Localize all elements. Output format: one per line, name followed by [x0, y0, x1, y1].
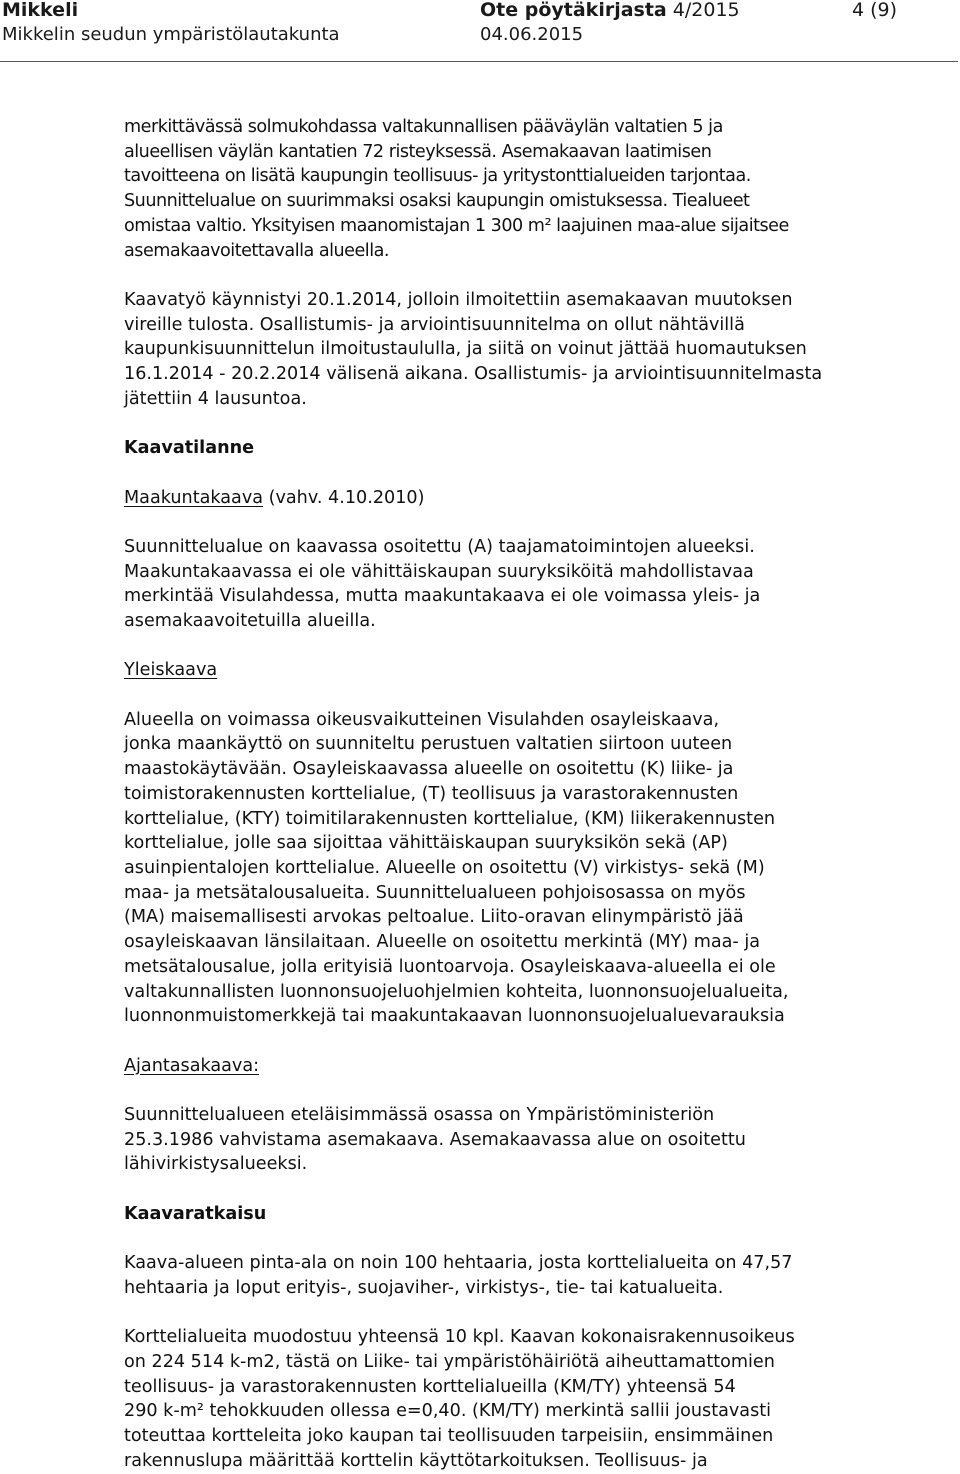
text-line: Kaavatyö käynnistyi 20.1.2014, jolloin ilmoitettiin asemakaavan muutoksen: [124, 289, 793, 310]
document-body: [124, 115, 914, 1474]
maakuntakaava-approval: (vahv. 4.10.2010): [263, 487, 425, 508]
text-line: omistaa valtio. Yksityisen maanomistajan 1 300 m² laajuinen maa-alue sijaitsee: [124, 215, 789, 236]
text-line: toteuttaa kortteleita joko kaupan tai teollisuuden tarpeisiin, ensimmäinen: [124, 1426, 774, 1447]
text-line: teollisuus- ja varastorakennusten korttelialueilla (KM/TY) yhteensä 54: [124, 1376, 736, 1397]
text-line: metsätalousalue, jolla erityisiä luontoarvoja. Osayleiskaava-alueella ei ole: [124, 956, 776, 977]
text-line: kaupunkisuunnittelun ilmoitustaululla, ja siitä on voinut jättää huomautuksen: [124, 339, 807, 360]
text-line: Alueella on voimassa oikeusvaikutteinen Visulahden osayleiskaava,: [124, 709, 720, 730]
text-line: toimistorakennusten korttelialue, (T) teollisuus ja varastorakennusten: [124, 783, 739, 804]
text-line: hehtaaria ja loput erityis-, suojaviher-, virkistys-, tie- tai katualueita.: [124, 1277, 724, 1298]
text-line: (MA) maisemallisesti arvokas peltoalue. Liito-oravan elinympäristö jää: [124, 907, 744, 928]
meeting-date: 04.06.2015: [480, 24, 584, 45]
text-line: jonka maankäyttö on suunniteltu perustuen valtatien siirtoon uuteen: [124, 734, 733, 755]
text-line: Suunnittelualueen eteläisimmässä osassa on Ympäristöministeriön: [124, 1105, 715, 1125]
text-line: maa- ja metsätalousalueita. Suunnittelualueen pohjoisosassa on myös: [124, 882, 746, 903]
text-line: rakennuslupa määrittää korttelin käyttötarkoituksen. Teollisuus- ja: [124, 1450, 708, 1471]
text-line: vireille tulosta. Osallistumis- ja arviointisuunnitelma on ollut nähtävillä: [124, 314, 745, 335]
text-line: luonnonmuistomerkkejä tai maakuntakaavan luonnonsuojelualuevarauksia: [124, 1006, 785, 1027]
paragraph-ajantasakaava: [124, 1103, 914, 1177]
heading-yleiskaava: Yleiskaava: [124, 660, 218, 681]
paragraph-yleiskaava: [124, 708, 914, 1029]
text-line: merkittävässä solmukohdassa valtakunnallisen pääväylän valtatien 5 ja: [124, 117, 723, 137]
header-divider: [0, 61, 958, 62]
text-line: on 224 514 k-m2, tästä on Liike- tai ympäristöhäiriötä aiheuttamattomien: [124, 1351, 775, 1372]
text-line: Kaava-alueen pinta-ala on noin 100 hehtaaria, josta korttelialueita on 47,57: [124, 1253, 793, 1274]
document-label: [480, 0, 740, 21]
text-line: korttelialue, jolle saa sijoittaa vähittäiskaupan suuryksikön sekä (AP): [124, 833, 728, 854]
text-line: Suunnittelualue on kaavassa osoitettu (A) taajamatoimintojen alueeksi.: [124, 536, 755, 557]
text-line: lähivirkistysalueeksi.: [124, 1154, 308, 1175]
text-line: 25.3.1986 vahvistama asemakaava. Asemakaavassa alue on osoitettu: [124, 1129, 746, 1150]
text-line: asemakaavoitettavalla alueella.: [124, 240, 389, 261]
text-line: asemakaavoitetuilla alueilla.: [124, 611, 376, 631]
text-line: alueellisen väylän kantatien 72 risteyksessä. Asemakaavan laatimisen: [124, 141, 712, 162]
text-line: maastokäytävään. Osayleiskaavassa alueelle on osoitettu (K) liike- ja: [124, 759, 734, 780]
paragraph-kaavatyo: [124, 288, 914, 412]
text-line: jätettiin 4 lausuntoa.: [124, 388, 307, 409]
paragraph-korttelialueet: [124, 1325, 914, 1473]
page-number: 4 (9): [852, 0, 898, 21]
document-header: [0, 0, 960, 64]
organization-name: Mikkeli: [2, 0, 79, 21]
text-line: valtakunnallisten luonnonsuojeluohjelmien kohteita, luonnonsuojelualueita,: [124, 981, 789, 1002]
text-line: asuinpientalojen korttelialue. Alueelle on osoitettu (V) virkistys- sekä (M): [124, 858, 765, 878]
text-line: tavoitteena on lisätä kaupungin teollisuus- ja yritystonttialueiden tarjontaa.: [124, 166, 751, 187]
text-line: 16.1.2014 - 20.2.2014 välisenä aikana. Osallistumis- ja arviointisuunnitelmasta: [124, 364, 823, 385]
department-name: Mikkelin seudun ympäristölautakunta: [2, 24, 340, 45]
document-number: 4/2015: [672, 0, 740, 21]
document-title: Ote pöytäkirjasta: [480, 0, 667, 21]
heading-maakuntakaava: [124, 486, 914, 511]
text-line: Korttelialueita muodostuu yhteensä 10 kpl. Kaavan kokonaisrakennusoikeus: [124, 1327, 795, 1348]
heading-kaavaratkaisu: Kaavaratkaisu: [124, 1203, 267, 1224]
text-line: korttelialue, (KTY) toimitilarakennusten korttelialue, (KM) liikerakennusten: [124, 808, 776, 829]
text-line: Suunnittelualue on suurimmaksi osaksi kaupungin omistuksessa. Tiealueet: [124, 191, 750, 212]
heading-kaavatilanne: Kaavatilanne: [124, 438, 255, 459]
text-line: osayleiskaavan länsilaitaan. Alueelle on osoitettu merkintä (MY) maa- ja: [124, 932, 761, 953]
maakuntakaava-label: Maakuntakaava: [124, 487, 264, 508]
text-line: Maakuntakaavassa ei ole vähittäiskaupan suuryksiköitä mahdollistavaa: [124, 561, 754, 582]
paragraph-maakuntakaava: [124, 535, 914, 634]
paragraph-kaava-area: [124, 1251, 914, 1300]
text-line: 290 k-m² tehokkuuden ollessa e=0,40. (KM/TY) merkintä sallii joustavasti: [124, 1401, 772, 1422]
text-line: merkintää Visulahdessa, mutta maakuntakaava ei ole voimassa yleis- ja: [124, 586, 761, 607]
paragraph-intro: [124, 115, 914, 263]
heading-ajantasakaava: Ajantasakaava:: [124, 1055, 260, 1076]
